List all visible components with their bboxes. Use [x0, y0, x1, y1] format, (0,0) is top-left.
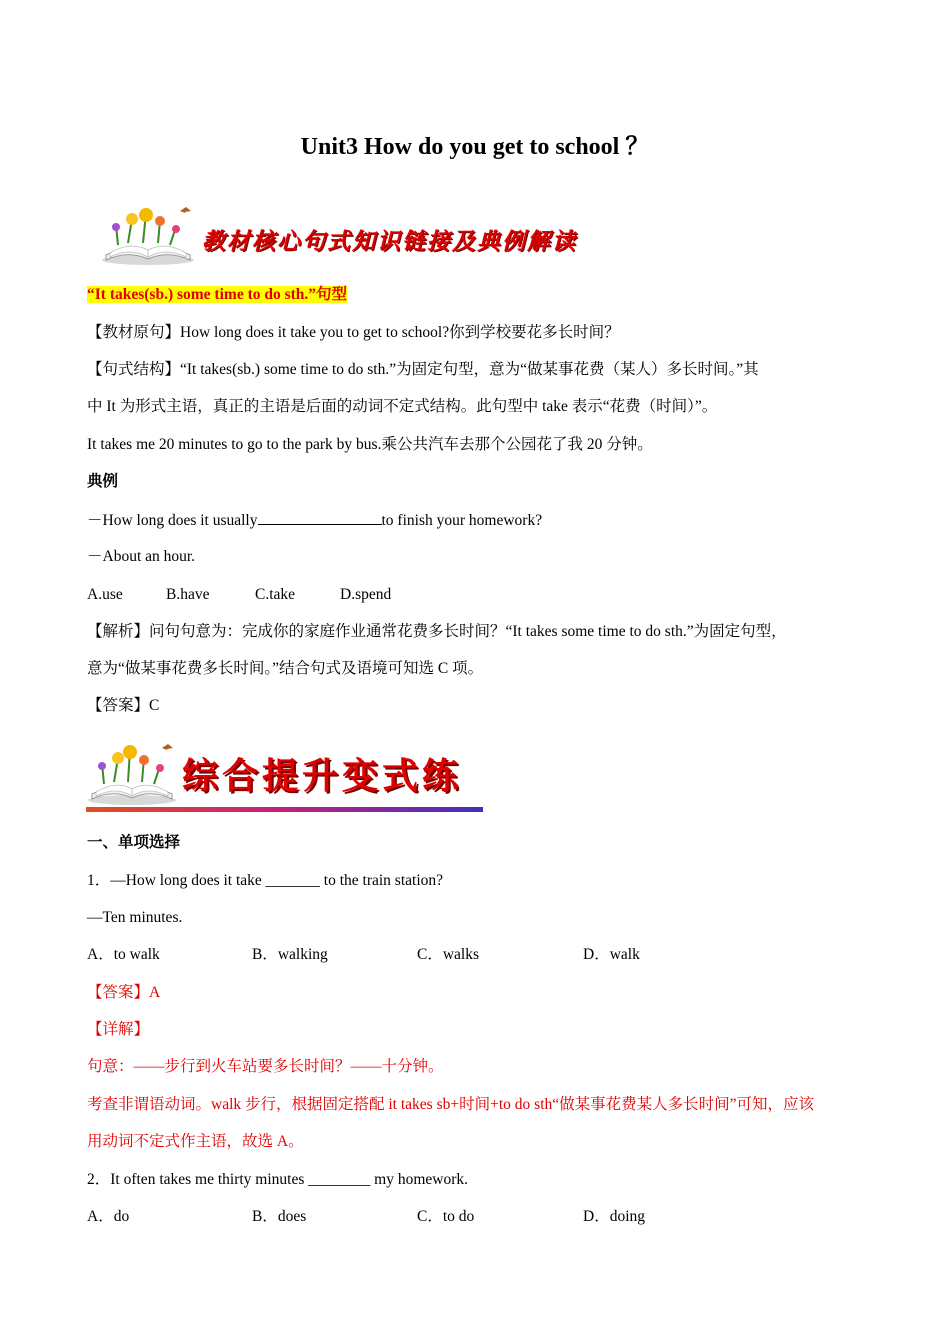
q1-option-b: B．walking [252, 946, 328, 963]
open-book-flowers-icon [86, 740, 178, 806]
q1-detail-line-1: 句意：——步行到火车站要多长时间？——十分钟。 [87, 1058, 444, 1075]
q2-option-a: A．do [87, 1208, 130, 1225]
q1-option-a: A．to walk [87, 946, 160, 963]
q1-option-c: C．walks [417, 946, 480, 963]
analysis-line-1: 【解析】问句句意为：完成你的家庭作业通常花费多长时间？“It takes some time to do sth.”为固定句型， [87, 623, 787, 640]
banner-title-practice: 综合提升变式练 [182, 756, 463, 797]
original-sentence: 【教材原句】How long does it take you to get to school?你到学校要花多长时间？ [87, 324, 620, 341]
q1-detail-label: 【详解】 [87, 1021, 150, 1038]
q1-detail-line-3: 用动词不定式作主语，故选 A。 [87, 1133, 304, 1150]
q2-option-d: D．doing [583, 1208, 646, 1225]
answer-blank [258, 510, 382, 525]
q1-stem: 1．—How long does it take _______ to the train station? [87, 872, 444, 889]
example-answer: 【答案】C [87, 697, 160, 714]
example-sentence: It takes me 20 minutes to go to the park by bus.乘公共汽车去那个公园花了我 20 分钟。 [87, 436, 653, 453]
structure-line-2: 中 It 为形式主语，真正的主语是后面的动词不定式结构。此句型中 take 表示“花费（时间）”。 [87, 398, 718, 415]
section-banner-practice [86, 740, 486, 816]
q1-answer: 【答案】A [87, 984, 161, 1001]
example-option-c: C.take [255, 586, 296, 603]
q1-option-d: D．walk [583, 946, 640, 963]
example-label: 典例 [87, 473, 119, 490]
example-option-a: A.use [87, 586, 123, 603]
q2-option-b: B．does [252, 1208, 307, 1225]
example-reply-line: －About an hour. [87, 548, 196, 565]
q1-reply: —Ten minutes. [87, 909, 183, 926]
q2-option-c: C．to do [417, 1208, 475, 1225]
analysis-line-2: 意为“做某事花费多长时间。”结合句式及语境可知选 C 项。 [87, 660, 484, 677]
section-heading-single-choice: 一、单项选择 [87, 834, 181, 851]
page-title: Unit3 How do you get to school ？ [300, 134, 650, 160]
section-banner-core [98, 205, 598, 267]
q2-stem: 2．It often takes me thirty minutes ________ my homework. [87, 1171, 468, 1188]
structure-line-1: 【句式结构】“It takes(sb.) some time to do sth.”为固定句型，意为“做某事花费（某人）多长时间。”其 [87, 361, 759, 378]
example-question-line: －How long does it usually to finish your homework? [87, 512, 543, 529]
banner-underline [86, 807, 483, 812]
section-heading-sentence-pattern: “It takes(sb.) some time to do sth.”句型 [87, 286, 348, 303]
example-option-b: B.have [166, 586, 210, 603]
q1-detail-line-2: 考查非谓语动词。walk 步行，根据固定搭配 it takes sb+时间+to do sth“做某事花费某人多长时间”可知，应该 [87, 1096, 815, 1113]
banner-title-core: 教材核心句式知识链接及典例解读 [202, 229, 577, 255]
open-book-flowers-icon [98, 205, 198, 267]
example-option-d: D.spend [340, 586, 392, 603]
